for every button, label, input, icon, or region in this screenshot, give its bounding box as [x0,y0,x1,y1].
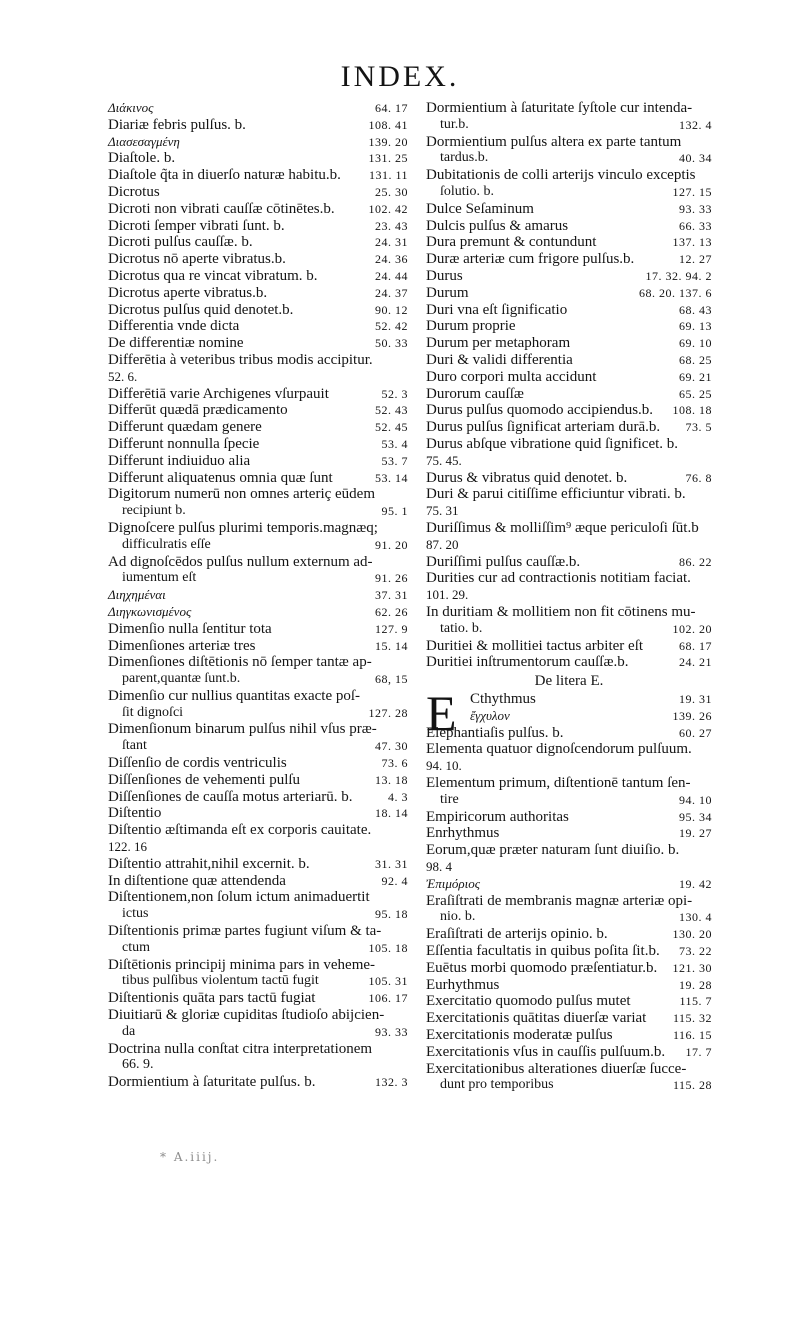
index-entry [108,100,408,117]
index-entry [108,134,408,151]
index-page-reference: 19. 27 [679,826,712,841]
index-entry [108,604,408,621]
index-entry [426,251,712,268]
page-title: INDEX. [340,60,460,93]
index-term-continuation: ictus [122,906,149,922]
index-entry [108,402,408,419]
index-term: Eraſiſtrati de membranis magnæ arteriæ opi- [426,892,693,909]
index-term-continuation: tur.b. [440,116,469,132]
index-term-continuation: 122. 16 [108,839,147,855]
index-term-continuation: tatio. b. [440,620,483,636]
index-term-continuation: 101. 29. [426,587,469,603]
index-term: Durus [426,267,463,284]
index-term: Durus pulſus quomodo accipiendus.b. [426,402,654,419]
index-term: Diſtentio [108,805,162,822]
index-entry [108,352,408,386]
index-term-continuation: tardus.b. [440,150,489,166]
index-entry [108,1074,408,1091]
index-term: Differunt aliquatenus omnia quæ ſunt [108,469,333,486]
index-entry [426,842,712,876]
index-page-reference: 15. 14 [375,638,408,653]
index-page-reference: 24. 21 [679,655,712,670]
index-entry [108,1007,408,1041]
index-page-reference: 131. 25 [368,151,408,166]
index-entry [108,234,408,251]
index-term: Ad dignoſcēdos pulſus nullum externum ad- [108,553,373,570]
index-entry [108,721,408,755]
index-entry [426,926,712,943]
index-term: Durum per metaphoram [426,335,571,352]
index-term: Dicrotus qua re vincat vibratum. b. [108,267,318,284]
index-entry [108,184,408,201]
index-term: Differunt quædam genere [108,419,262,436]
index-entry [426,335,712,352]
index-term: Dicroti non vibrati cauſſæ cōtinētes.b. [108,200,335,217]
index-entry [426,402,712,419]
index-entry [108,453,408,470]
index-term: Dormientium à ſaturitate pulſus. b. [108,1074,316,1091]
index-entry [426,436,712,470]
index-term-continuation: 75. 31 [426,503,459,519]
index-entry [426,520,712,554]
index-term: Digitorum numerū non omnes arteriç eūdem [108,486,376,503]
index-page-reference: 106. 17 [368,991,408,1006]
index-page-reference: 73. 22 [679,944,712,959]
index-entry [108,520,408,554]
index-page-reference: 115. 7 [679,994,712,1009]
index-term: Diſtentionis primæ partes fugiunt viſum & ta- [108,923,382,940]
index-term: Duro corpori multa accidunt [426,368,597,385]
index-entry [108,167,408,184]
index-page-reference: 64. 17 [375,101,408,115]
index-term: ἔγχυλον [470,707,510,723]
index-term: Euētus morbi quomodo præſentiatur.b. [426,959,658,976]
index-entry [426,369,712,386]
index-term: Doctrina nulla conſtat citra interpretationem [108,1040,373,1057]
index-term: Diſſenſio de cordis ventriculis [108,755,287,772]
index-term: Diſſenſiones de cauſſa motus arteriarū. b. [108,788,353,805]
index-page-reference: 93. 33 [375,1024,408,1039]
index-term: Differunt nonnulla ſpecie [108,435,260,452]
index-term: Dulcis pulſus & amarus [426,217,569,234]
index-term: Dimenſionum binarum pulſus nihil vſus præ- [108,721,377,738]
index-page-reference: 19. 31 [679,692,712,707]
index-entry [426,167,712,201]
index-term: Exercitatio quomodo pulſus mutet [426,993,631,1010]
index-entry [426,352,712,369]
index-term: Duræ arteriæ cum frigore pulſus.b. [426,251,635,268]
index-term: Enrhythmus [426,825,500,842]
index-entry [108,218,408,235]
index-page-reference: 52. 43 [375,403,408,418]
index-entry [108,856,408,873]
index-term: Duri vna eſt ſignificatio [426,301,568,318]
index-page-reference: 23. 43 [375,218,408,233]
index-entry [108,554,408,588]
index-page-reference: 52. 45 [375,420,408,435]
index-page-reference: 116. 15 [672,1028,712,1043]
index-entry [108,150,408,167]
index-term: Dimenſio nulla ſentitur tota [108,620,272,637]
index-term: Dimenſio cur nullius quantitas exacte poſ- [108,687,361,704]
index-term: Διηγκωνισμένος [108,603,192,619]
index-term-continuation: 75. 45. [426,452,462,468]
index-page-reference: 31. 31 [375,856,408,871]
index-entry [426,302,712,319]
index-entry [108,957,408,991]
index-entry [426,691,712,708]
index-term: Diſſenſiones de vehementi pulſu [108,771,301,788]
index-page-reference: 68. 43 [679,302,712,317]
index-page-reference: 68. 25 [679,352,712,367]
index-page-reference: 76. 8 [685,470,712,485]
index-entry [108,789,408,806]
index-entry [108,436,408,453]
index-term: Dura premunt & contundunt [426,234,597,251]
index-term-continuation: ſtant [122,738,147,754]
index-term: Cthythmus [470,691,536,708]
index-term: Διηχημέναι [108,587,166,603]
index-page-reference: 132. 4 [679,117,712,132]
index-entry [426,725,712,742]
index-entry [426,876,712,893]
index-entry [426,977,712,994]
index-page-reference: 105. 31 [368,974,408,989]
index-term: Durorum cauſſæ [426,385,524,402]
index-term: Diſtentionem,non ſolum ictum animaduertit [108,889,370,906]
index-entry [426,386,712,403]
index-term: Exercitationis quātitas diuerſæ variat [426,1010,647,1027]
index-entry [426,1061,712,1095]
index-entry [108,268,408,285]
index-term: Differunt indiuiduo alia [108,452,251,469]
index-term: Eraſiſtrati de arterijs opinio. b. [426,926,608,943]
index-page-reference: 47. 30 [375,739,408,754]
index-page-reference: 13. 18 [375,772,408,787]
index-term-continuation: da [122,1023,136,1039]
index-entry [108,1041,408,1075]
index-page-reference: 115. 28 [672,1078,712,1093]
index-entry [426,100,712,134]
index-term-continuation: iumentum eſt [122,570,197,586]
index-page-reference: 102. 20 [672,621,712,636]
index-page-reference: 105. 18 [368,940,408,955]
index-page-reference: 132. 3 [375,1075,408,1090]
index-term: Duri & validi differentia [426,351,573,368]
index-page-reference: 93. 33 [679,201,712,216]
index-term: Eſſentia facultatis in quibus poſita ſit.b. [426,943,660,960]
index-page-reference: 24. 36 [375,252,408,267]
index-entry [108,419,408,436]
index-page-reference: 127. 28 [368,705,408,720]
index-entry [108,688,408,722]
index-entry [426,318,712,335]
index-page-reference: 40. 34 [679,151,712,166]
index-term: Durum [426,284,469,301]
index-page-reference: 66. 33 [679,218,712,233]
index-entry [108,923,408,957]
index-term: Duritiei & mollitiei tactus arbiter eſt [426,637,644,654]
index-entry [108,335,408,352]
index-entry [426,234,712,251]
index-page-reference: 62. 26 [375,604,408,619]
index-term: Diſtētionis principij minima pars in veheme- [108,956,376,973]
index-entry [426,470,712,487]
index-page-reference: 139. 20 [368,134,408,149]
index-entry [108,755,408,772]
index-term: Diſtentio attrahit,nihil excernit. b. [108,855,310,872]
index-page-reference: 90. 12 [375,302,408,317]
index-term: Dignoſcere pulſus plurimi temporis.magnæq; [108,519,378,536]
index-page-reference: 24. 37 [375,285,408,300]
index-entry [426,134,712,168]
index-entry [108,251,408,268]
index-page-reference: 91. 20 [375,537,408,552]
index-entry [108,117,408,134]
index-page-reference: 95. 18 [375,907,408,922]
index-term: Differētiā varie Archigenes vſurpauit [108,385,329,402]
index-term: Dormientium pulſus altera ex parte tantum [426,133,682,150]
index-page-reference: 92. 4 [381,873,408,888]
index-page-reference: 12. 27 [679,252,712,267]
index-term: Διασεσαγμένη [108,133,180,149]
index-page-reference: 24. 44 [375,268,408,283]
index-entry [108,654,408,688]
index-term: Durum proprie [426,318,516,335]
index-entry [108,318,408,335]
index-term: Differentia vnde dicta [108,318,240,335]
index-term-continuation: tibus pulſibus violentum tactū fugit [122,973,319,989]
index-term: Exercitationibus alterationes diuerſæ ſucce- [426,1060,687,1077]
index-entry [426,960,712,977]
index-term: Dimenſiones diſtētionis nō ſemper tantæ ap- [108,654,372,671]
index-term-continuation: 98. 4 [426,859,452,875]
signature-mark: * A.iiij. [160,1150,220,1164]
index-term: De differentiæ nomine [108,335,244,352]
index-entry [108,201,408,218]
index-term: Dicrotus nō aperte vibratus.b. [108,251,286,268]
index-column-left [108,100,408,1091]
index-term: Dicroti ſemper vibrati ſunt. b. [108,217,285,234]
index-page-reference: 115. 32 [672,1011,712,1026]
index-entry [108,587,408,604]
index-term: Dicroti pulſus cauſſæ. b. [108,234,253,251]
index-term-continuation: recipiunt b. [122,503,186,519]
index-entry [108,638,408,655]
index-page-reference: 130. 20 [672,927,712,942]
index-entry [426,268,712,285]
index-page-reference: 69. 10 [679,336,712,351]
index-page-reference: 60. 27 [679,725,712,740]
index-term: Eorum,quæ præter naturam ſunt diuiſio. b. [426,842,680,859]
index-term: Diaſtole. b. [108,150,176,167]
index-entry [426,554,712,571]
index-entry [108,822,408,856]
index-page-reference: 19. 42 [679,876,712,891]
index-entry [426,943,712,960]
index-page-reference: 73. 6 [381,756,408,771]
index-term: Dimenſiones arteriæ tres [108,637,256,654]
index-page-reference: 37. 31 [375,588,408,603]
index-entry [108,486,408,520]
index-term-continuation: ctum [122,939,150,955]
index-term: Duriſſimus & molliſſim⁹ æque periculoſi ſūt.b [426,519,699,536]
index-page-reference: 53. 4 [381,436,408,451]
index-term-continuation: 66. 9. [122,1057,154,1073]
index-page-reference: 95. 34 [679,809,712,824]
index-page-reference: 24. 31 [375,235,408,250]
index-page-reference: 102. 42 [368,201,408,216]
index-entry [426,825,712,842]
index-page-reference: 86. 22 [679,554,712,569]
index-term: Eurhythmus [426,976,500,993]
index-entry [426,993,712,1010]
index-entry [426,570,712,604]
index-term: Durus & vibratus quid denotet. b. [426,469,628,486]
index-entry [426,285,712,302]
index-term-continuation: tire [440,791,459,807]
index-page-reference: 139. 26 [672,708,712,723]
index-term-continuation: dunt pro temporibus [440,1077,554,1093]
index-page-reference: 4. 3 [388,789,408,804]
index-page-reference: 91. 26 [375,571,408,586]
section-heading: De litera E. [534,673,604,690]
index-entry [426,1010,712,1027]
index-term: Exercitationis vſus in cauſſis pulſuum.b. [426,1043,666,1060]
index-page-reference: 65. 25 [679,386,712,401]
index-entry [426,775,712,809]
index-page-reference: 68, 15 [375,672,408,687]
index-entry [426,809,712,826]
index-entry [426,218,712,235]
index-term: Diſtentionis quāta pars tactū fugiat [108,990,316,1007]
index-term: Duritiei inſtrumentorum cauſſæ.b. [426,654,629,671]
index-term: Dubitationis de colli arterijs vinculo exceptis [426,167,696,184]
index-term: Duriſſimi pulſus cauſſæ.b. [426,553,581,570]
index-page-reference: 69. 13 [679,319,712,334]
index-page-reference: 18. 14 [375,806,408,821]
index-term-continuation: ſit dignoſci [122,704,184,720]
index-page-reference: 17. 7 [685,1044,712,1059]
index-entry [108,386,408,403]
index-entry [426,708,712,725]
index-entry [426,486,712,520]
index-page-reference: 108. 41 [368,117,408,132]
index-page-reference: 73. 5 [685,420,712,435]
index-term: Exercitationis moderatæ pulſus [426,1027,613,1044]
index-term: Differētia à veteribus tribus modis accipitur. [108,351,373,368]
index-term: Differūt quædā prædicamento [108,402,288,419]
index-page-reference: 53. 7 [381,453,408,468]
index-term-continuation: parent,quantæ ſunt.b. [122,671,241,687]
index-term: Diuitiarū & gloriæ cupiditas ſtudioſo abijcien- [108,1007,385,1024]
index-page-reference: 95. 1 [381,504,408,519]
index-page-reference: 17. 32. 94. 2 [645,268,712,283]
index-term: Durities cur ad contractionis notitiam faciat. [426,570,691,587]
index-term: Elephantiaſis pulſus. b. [426,724,564,741]
index-term: Dicrotus pulſus quid denotet.b. [108,301,294,318]
index-entry [426,201,712,218]
index-page-reference: 52. 42 [375,319,408,334]
index-term: Dicrotus [108,183,160,200]
index-term-continuation: 94. 10. [426,758,462,774]
index-page-reference: 25. 30 [375,184,408,199]
index-entry [108,470,408,487]
index-term: In duritiam & mollitiem non fit cōtinens mu- [426,603,696,620]
index-term: Διάκινος [108,100,154,115]
index-page-reference: 130. 4 [679,910,712,925]
index-term-continuation: 52. 6. [108,368,138,384]
index-page-reference: 131. 11 [368,168,408,183]
index-page-reference: 127. 15 [672,184,712,199]
index-page-reference: 68. 20. 137. 6 [639,285,712,300]
index-term: Dicrotus aperte vibratus.b. [108,284,268,301]
index-column-right [426,100,712,1094]
index-page-reference: 53. 14 [375,470,408,485]
index-term: Dulce Seſaminum [426,200,534,217]
index-entry [108,302,408,319]
index-entry [108,990,408,1007]
index-term: Ἐπιμόριος [426,875,480,891]
index-page-reference: 19. 28 [679,977,712,992]
index-term: Elementum primum, diſtentionē tantum ſen- [426,775,691,792]
drop-cap-letter: E [426,685,457,742]
index-page-reference: 52. 3 [381,386,408,401]
index-entry [426,638,712,655]
index-entry [108,621,408,638]
index-entry [108,285,408,302]
index-term-continuation: 87. 20 [426,536,459,552]
index-entry [108,772,408,789]
index-page-reference: 127. 9 [375,621,408,636]
index-page-reference: 108. 18 [672,403,712,418]
index-page-reference: 50. 33 [375,336,408,351]
index-page-reference: 94. 10 [679,792,712,807]
index-term: Dormientium à ſaturitate ſyſtole cur intenda- [426,100,693,116]
index-entry [426,893,712,927]
index-page-reference: 137. 13 [672,235,712,250]
index-term-continuation: difficulratis eſſe [122,536,211,552]
index-term: Durus pulſus ſignificat arteriam durā.b. [426,419,661,436]
index-term: Diaſtole q̃ta in diuerſo naturæ habitu.b. [108,167,341,184]
index-term: Elementa quatuor dignoſcendorum pulſuum. [426,741,692,758]
index-term-continuation: nio. b. [440,909,476,925]
index-page-reference: 68. 17 [679,638,712,653]
index-term-continuation: ſolutio. b. [440,183,495,199]
index-entry [426,419,712,436]
index-term: Durus abſque vibratione quid ſignificet. b. [426,435,679,452]
index-term: Diariæ febris pulſus. b. [108,116,246,133]
index-term: Empiricorum authoritas [426,808,569,825]
index-term: Duri & parui citiſſime efficiuntur vibrati. b. [426,486,686,503]
index-entry [108,889,408,923]
index-entry [426,1044,712,1061]
index-entry [426,604,712,638]
index-entry [426,741,712,775]
index-page-reference: 69. 21 [679,369,712,384]
index-page-reference: 121. 30 [672,960,712,975]
index-entry [426,1027,712,1044]
index-term: Diſtentio æſtimanda eſt ex corporis cauitate. [108,822,372,839]
index-entry [426,654,712,671]
index-entry [108,873,408,890]
index-entry [108,805,408,822]
index-term: In diſtentione quæ attendenda [108,872,286,889]
